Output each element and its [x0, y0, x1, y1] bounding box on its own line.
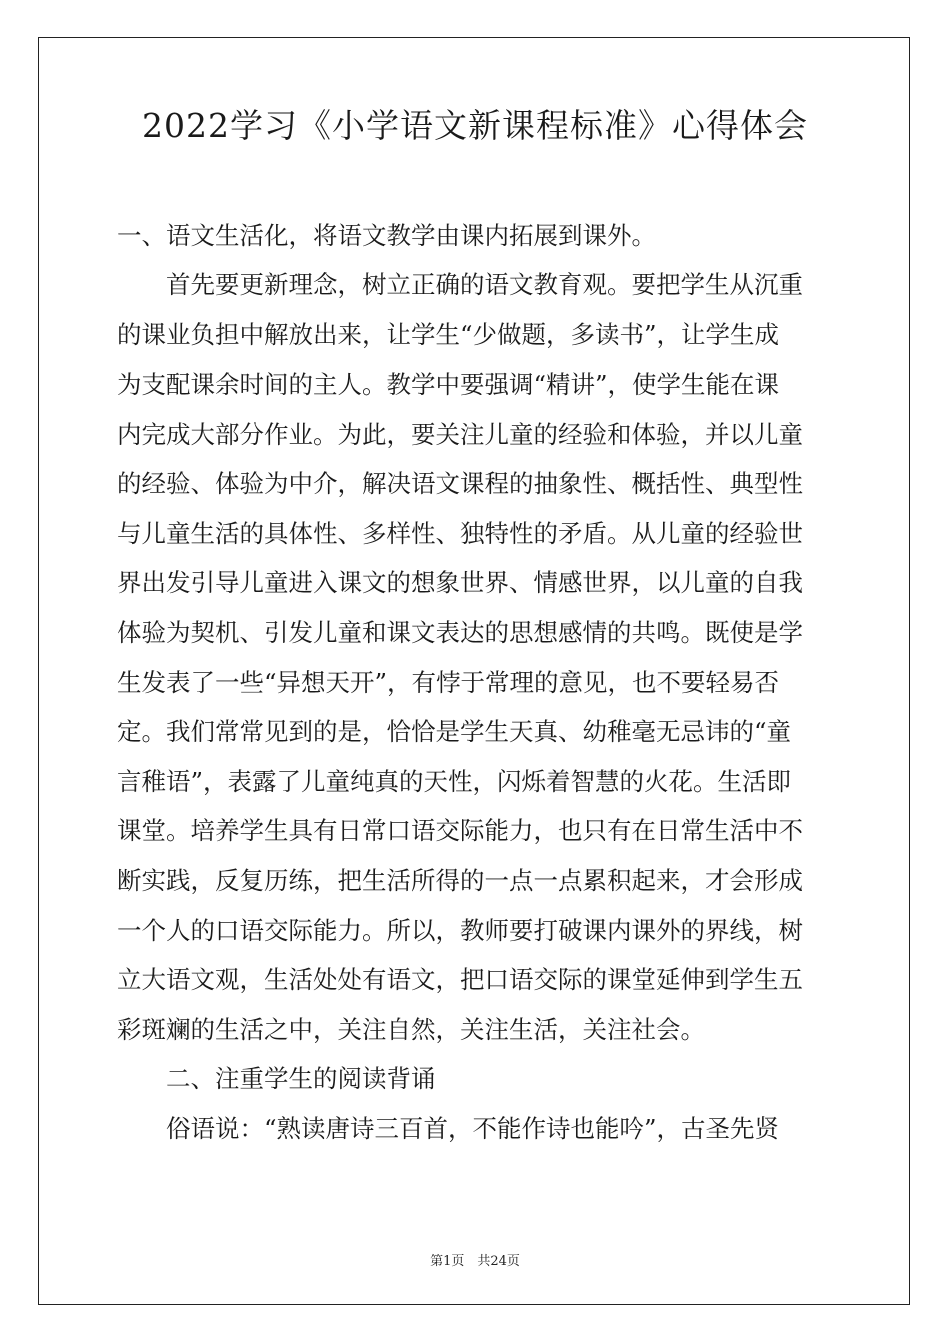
body-line: 首先要更新理念，树立正确的语文教育观。要把学生从沉重: [166, 270, 803, 299]
body-line: 内完成大部分作业。为此，要关注儿童的经验和体验，并以儿童: [117, 420, 803, 449]
body-line: 一个人的口语交际能力。所以，教师要打破课内课外的界线，树: [117, 916, 803, 945]
body-line: 断实践，反复历练，把生活所得的一点一点累积起来，才会形成: [117, 866, 803, 895]
body-line: 与儿童生活的具体性、多样性、独特性的矛盾。从儿童的经验世: [117, 519, 803, 548]
body-line: 体验为契机、引发儿童和课文表达的思想感情的共鸣。既使是学: [117, 618, 803, 647]
body-line: 课堂。培养学生具有日常口语交际能力，也只有在日常生活中不: [117, 816, 803, 845]
body-line: 立大语文观，生活处处有语文，把口语交际的课堂延伸到学生五: [117, 965, 803, 994]
page-number-footer: 第1页 共24页: [430, 1254, 520, 1269]
body-line: 的课业负担中解放出来，让学生“少做题，多读书”，让学生成: [117, 320, 780, 349]
body-line: 生发表了一些“异想天开”，有悖于常理的意见，也不要轻易否: [117, 668, 780, 697]
section-heading-2: 二、注重学生的阅读背诵: [166, 1064, 436, 1093]
body-line: 为支配课余时间的主人。教学中要强调“精讲”，使学生能在课: [117, 370, 780, 399]
body-line: 定。我们常常见到的是，恰恰是学生天真、幼稚毫无忌讳的“童: [117, 717, 792, 746]
body-line: 言稚语”，表露了儿童纯真的天性，闪烁着智慧的火花。生活即: [117, 767, 792, 796]
document-title: 2022学习《小学语文新课程标准》心得体会: [142, 106, 808, 145]
body-line: 彩斑斓的生活之中，关注自然，关注生活，关注社会。: [117, 1015, 705, 1044]
body-line: 界出发引导儿童进入课文的想象世界、情感世界，以儿童的自我: [117, 568, 803, 597]
body-line: 的经验、体验为中介，解决语文课程的抽象性、概括性、典型性: [117, 469, 803, 498]
body-line: 俗语说：“熟读唐诗三百首，不能作诗也能吟”，古圣先贤: [166, 1114, 780, 1143]
section-heading-1: 一、语文生活化，将语文教学由课内拓展到课外。: [117, 221, 656, 250]
